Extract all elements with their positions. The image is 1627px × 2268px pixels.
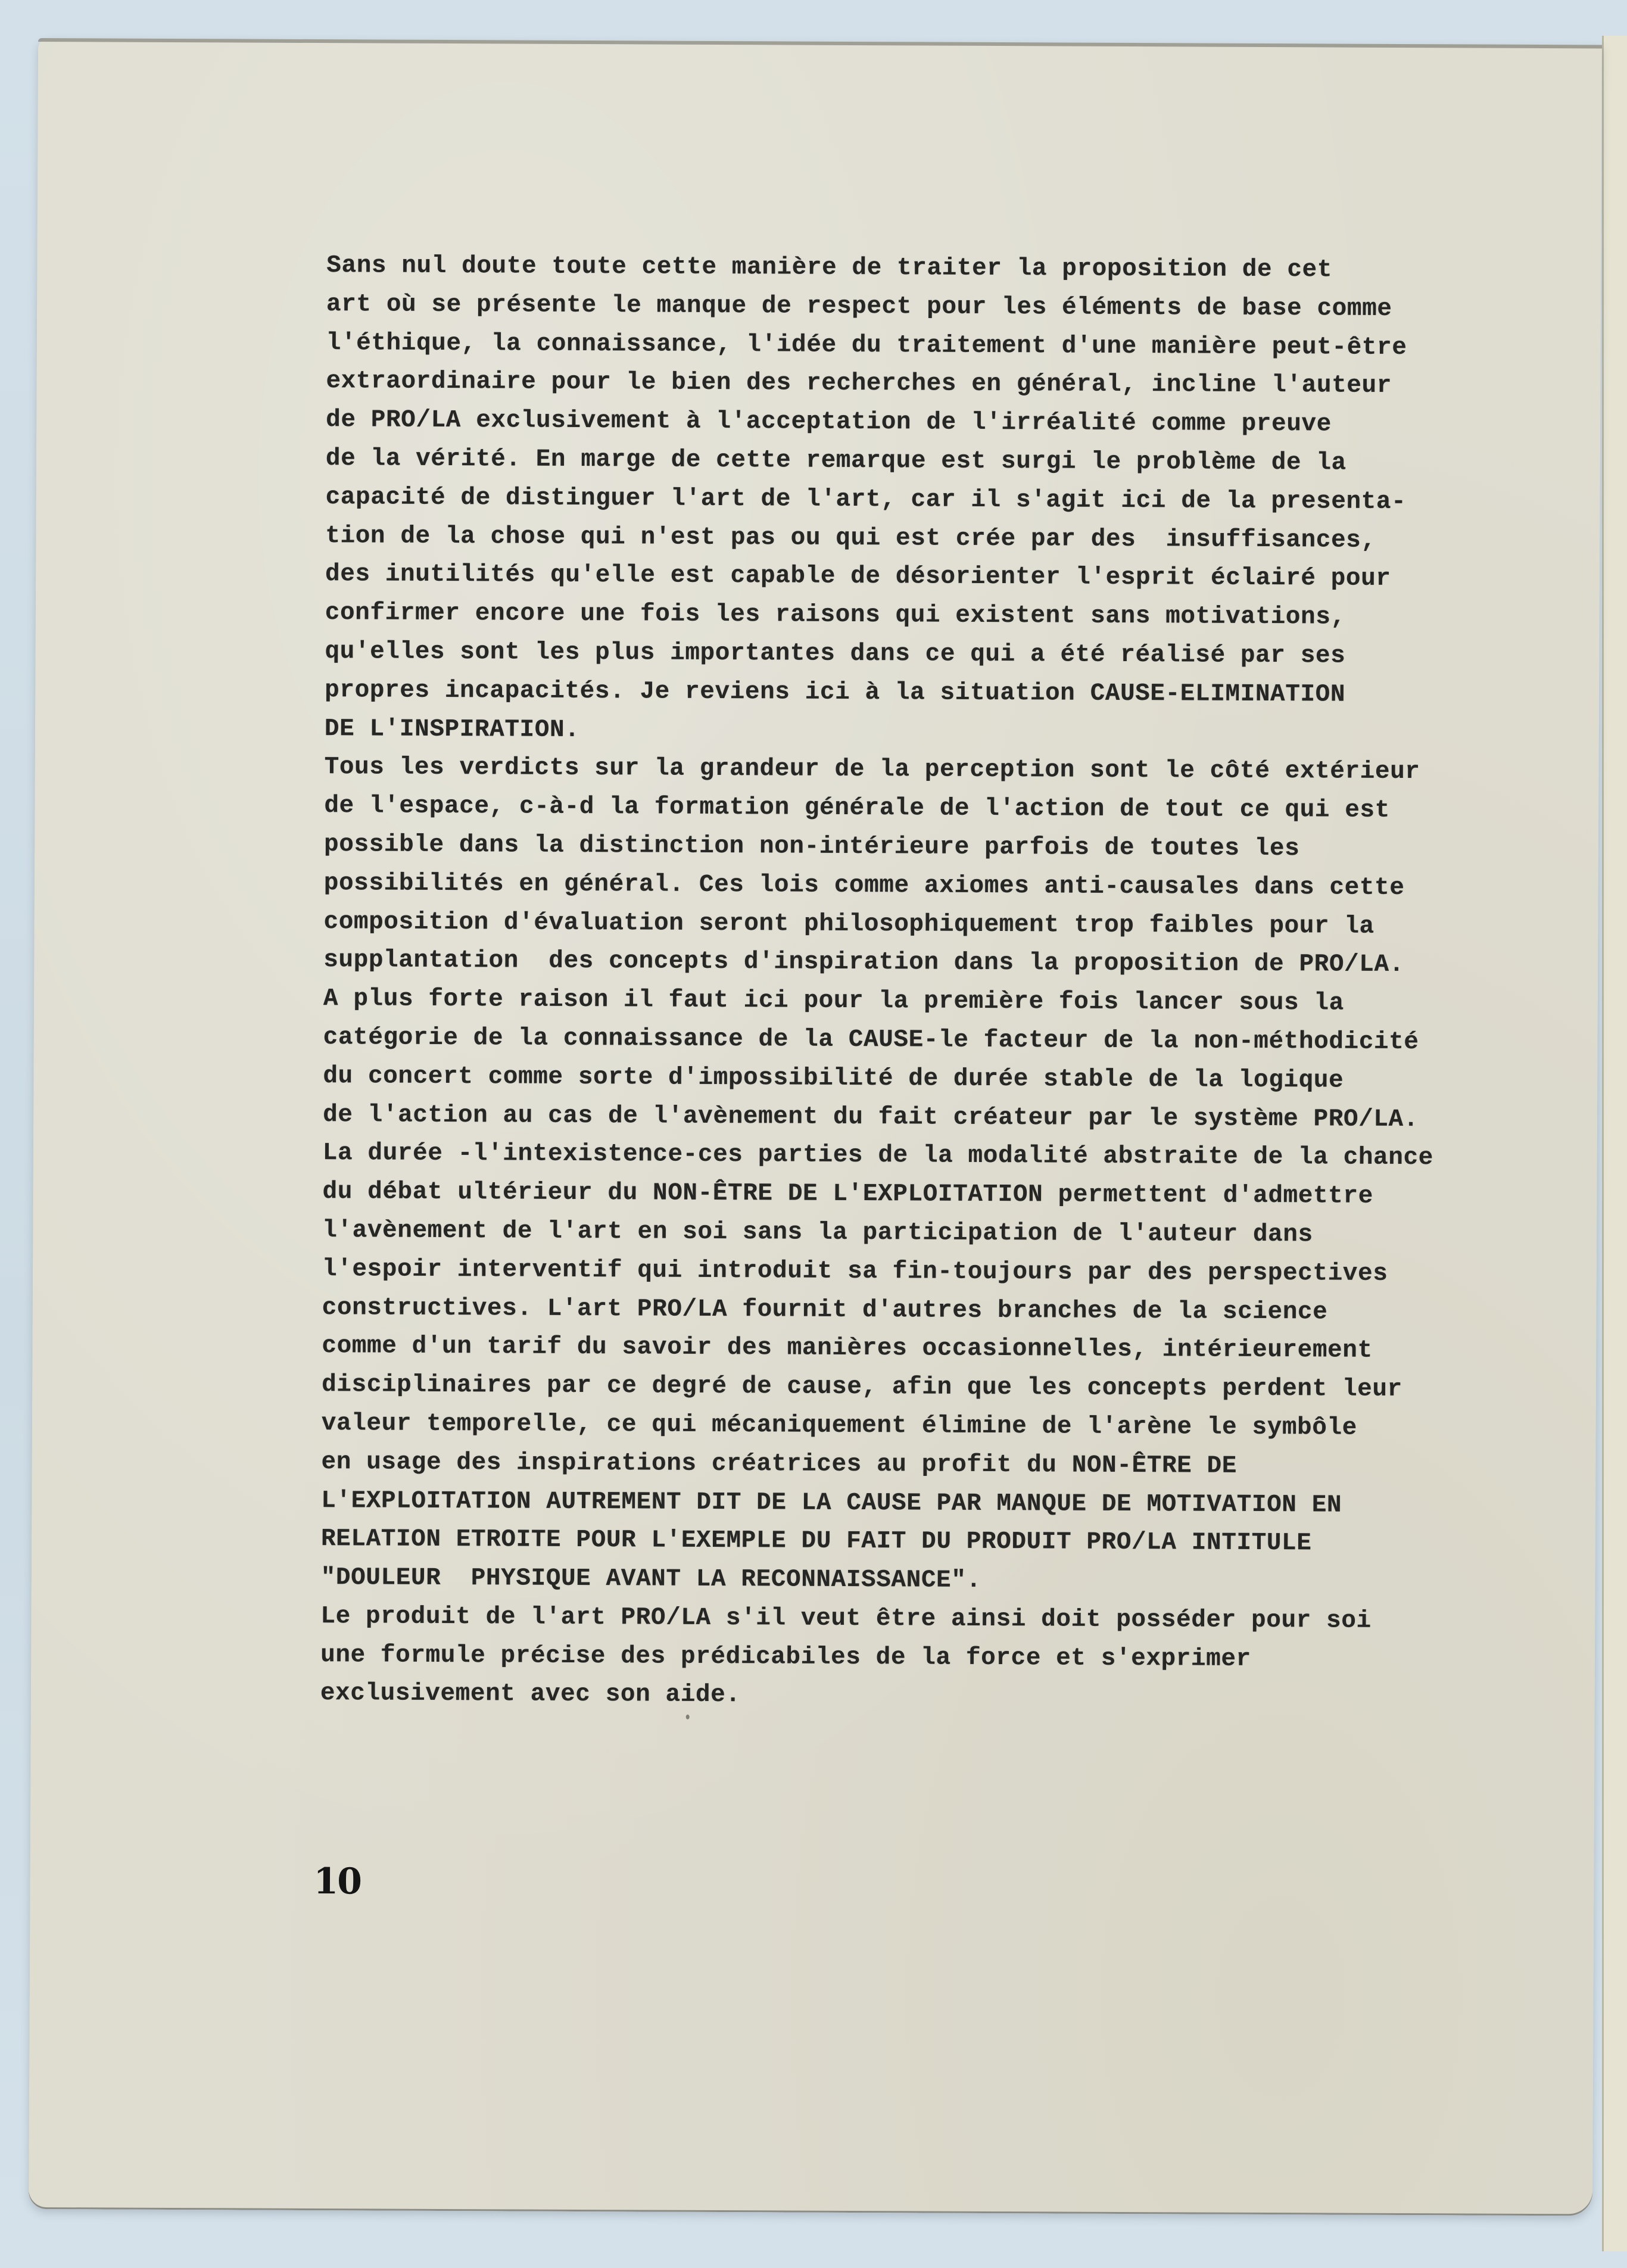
text-line: constructives. L'art PRO/LA fournit d'autres branches de la science [322, 1294, 1328, 1326]
text-line: Sans nul doute toute cette manière de traiter la proposition de cet [326, 252, 1333, 284]
text-line: La durée -l'intexistence-ces parties de la modalité abstraite de la chance [322, 1139, 1434, 1172]
text-line: en usage des inspirations créatrices au profit du NON-ÊTRE DE [321, 1448, 1238, 1480]
text-line: "DOULEUR PHYSIQUE AVANT LA RECONNAISSANCE". [320, 1564, 981, 1595]
text-line: qu'elles sont les plus importantes dans ce qui a été réalisé par ses [325, 638, 1346, 670]
text-line: confirmer encore une fois les raisons qui existent sans motivations, [325, 599, 1346, 631]
text-line: de l'action au cas de l'avènement du fait créateur par le système PRO/LA. [323, 1101, 1419, 1133]
text-line: de PRO/LA exclusivement à l'acceptation de l'irréalité comme preuve [326, 406, 1332, 438]
text-line: DE L'INSPIRATION. [324, 715, 580, 744]
text-line: tion de la chose qui n'est pas ou qui est crée par des insuffisances, [325, 522, 1376, 554]
page-number: 10 [313, 1861, 361, 1903]
text-line: comme d'un tarif du savoir des manières occasionnelles, intérieurement [322, 1332, 1373, 1365]
text-line: l'éthique, la connaissance, l'idée du traitement d'une manière peut-être [326, 329, 1407, 362]
text-line: du concert comme sorte d'impossibilité de durée stable de la logique [323, 1062, 1344, 1095]
ink-speck [686, 1715, 690, 1719]
text-line: capacité de distinguer l'art de l'art, car il s'agit ici de la presenta- [325, 483, 1407, 516]
text-line: propres incapacités. Je reviens ici à la situation CAUSE-ELIMINATION [325, 676, 1346, 709]
text-line: de l'espace, c-à-d la formation générale de l'action de tout ce qui est [324, 792, 1390, 825]
text-line: l'avènement de l'art en soi sans la participation de l'auteur dans [322, 1217, 1313, 1249]
next-page-edge [1602, 36, 1627, 2251]
text-line: art où se présente le manque de respect pour les éléments de base comme [326, 290, 1392, 323]
text-line: Le produit de l'art PRO/LA s'il veut être ainsi doit posséder pour soi [320, 1602, 1372, 1635]
text-line: L'EXPLOITATION AUTREMENT DIT DE LA CAUSE PAR MANQUE DE MOTIVATION EN [321, 1487, 1342, 1519]
text-line: supplantation des concepts d'inspiration dans la proposition de PRO/LA. [323, 946, 1405, 979]
text-line: possible dans la distinction non-intérieure parfois de toutes les [323, 831, 1300, 863]
text-line: A plus forte raison il faut ici pour la première fois lancer sous la [323, 985, 1344, 1017]
text-line: RELATION ETROITE POUR L'EXEMPLE DU FAIT DU PRODUIT PRO/LA INTITULE [320, 1525, 1312, 1557]
text-line: l'espoir interventif qui introduit sa fin-toujours par des perspectives [322, 1255, 1388, 1288]
text-line: de la vérité. En marge de cette remarque est surgi le problème de la [325, 445, 1347, 477]
text-line: extraordinaire pour le bien des recherches en général, incline l'auteur [326, 367, 1392, 400]
text-line: Tous les verdicts sur la grandeur de la perception sont le côté extérieur [324, 753, 1420, 786]
text-line: des inutilités qu'elle est capable de désorienter l'esprit éclairé pour [325, 560, 1391, 593]
text-line: disciplinaires par ce degré de cause, afin que les concepts perdent leur [322, 1371, 1402, 1404]
text-line: du débat ultérieur du NON-ÊTRE DE L'EXPLOITATION permettent d'admettre [322, 1178, 1373, 1210]
text-line: une formule précise des prédicabiles de la force et s'exprimer [320, 1641, 1251, 1673]
text-line: possibilités en général. Ces lois comme axiomes anti-causales dans cette [323, 869, 1405, 902]
text-line: exclusivement avec son aide. [320, 1680, 741, 1709]
text-line: composition d'évaluation seront philosophiquement trop faibles pour la [323, 908, 1374, 940]
typewritten-text-block [320, 247, 1542, 1718]
text-line: catégorie de la connaissance de la CAUSE-le facteur de la non-méthodicité [323, 1024, 1419, 1057]
document-page [29, 38, 1602, 2216]
text-line: valeur temporelle, ce qui mécaniquement élimine de l'arène le symbôle [321, 1410, 1358, 1442]
